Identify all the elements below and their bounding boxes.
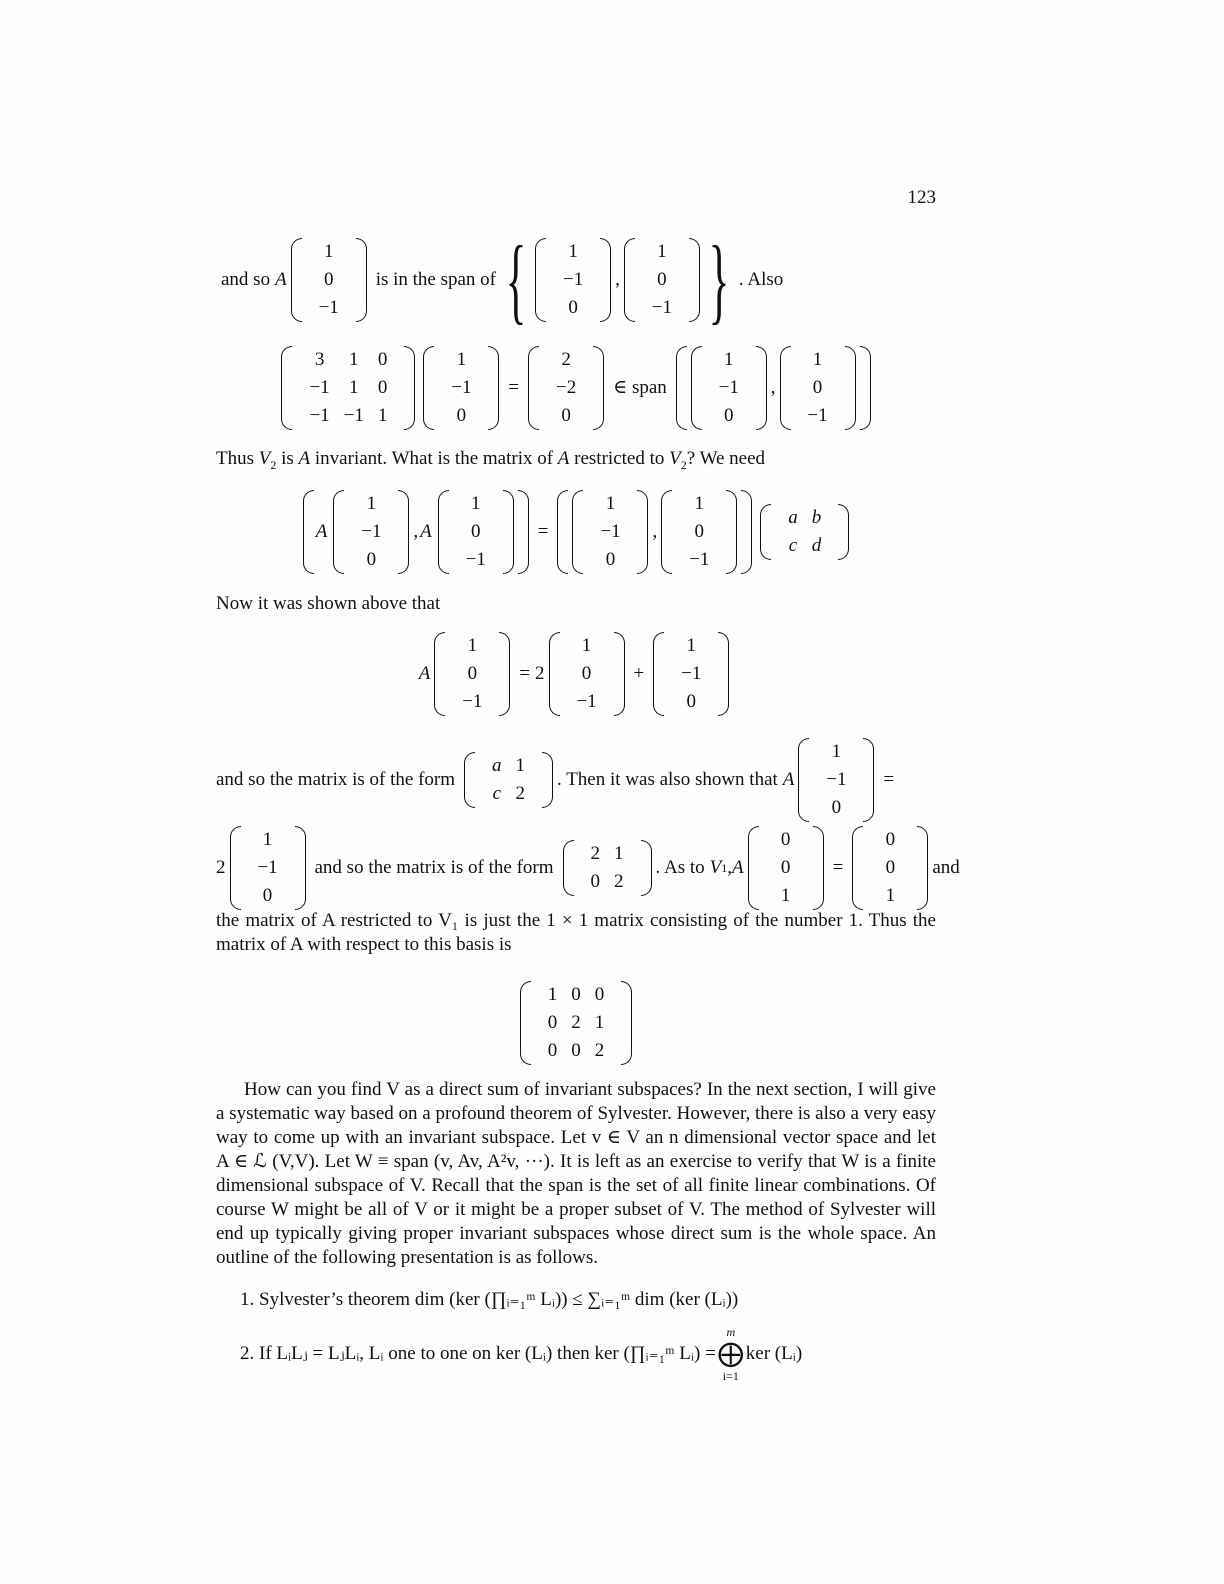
span-statement-line bbox=[216, 226, 936, 333]
plus-sign: + bbox=[633, 663, 645, 684]
matrix-A: 3 1 0 −1 1 0 −1 −1 1 bbox=[281, 346, 415, 430]
column-vector: 1 −1 0 bbox=[798, 738, 874, 822]
right-brace: } bbox=[708, 226, 730, 333]
vector-v3: 1 −1 0 bbox=[653, 632, 729, 716]
span-group: 1 −1 0 , 1 0 −1 bbox=[676, 346, 871, 430]
vector-result: 2 −2 0 bbox=[528, 346, 604, 430]
comma: , bbox=[615, 269, 620, 290]
equals-sign: = bbox=[883, 769, 895, 790]
basis-vector-1: 1 −1 0 bbox=[572, 490, 648, 574]
equals-sign: = bbox=[832, 857, 844, 878]
vector-v2: 1 0 −1 bbox=[549, 632, 625, 716]
matrix-form-line-2: 2 1 −1 0 and so the matrix is of the form 2 1 0 2 . As to V 1 , A 0 0 1 = 0 0 1 and bbox=[216, 820, 936, 916]
column-vector: 1 −1 0 bbox=[230, 826, 306, 910]
text-and-so: and so bbox=[221, 269, 271, 290]
symbol-A: A bbox=[275, 269, 287, 290]
left-brace: { bbox=[505, 226, 527, 333]
basis-group: 1 −1 0 , 1 0 −1 bbox=[557, 490, 752, 574]
sylvester-intro-paragraph: How can you find V as a direct sum of invariant subspaces? In the next section, I will give a systematic way based on a profound theorem of Sylvester. However, there is also a very easy way to come up with an invariant subspace. Let v ∈ V an n dimensional vector space and let A ∈ ℒ (V,V). Let W ≡ span (v, Av, A²v, ···). It is left as an exercise to verify that W is a finite dimensional subspace of V. Recall that the span is the set of all finite linear combinations. Of course W might be all of V or it might be a proper subset of V. The method of Sylvester will end up typically giving proper invariant subspaces whose direct sum is the whole space. An outline of the following presentation is as follows. bbox=[216, 1079, 936, 1268]
span-vector-2: 1 0 −1 bbox=[624, 238, 700, 322]
final-matrix-display bbox=[216, 975, 936, 1071]
form-matrix: a 1 c 2 bbox=[464, 752, 553, 808]
equation-A-v: A 1 0 −1 = 2 1 0 −1 + 1 −1 0 bbox=[216, 626, 936, 722]
abcd-matrix: a b c d bbox=[760, 504, 849, 560]
vector-e3: 0 0 1 bbox=[748, 826, 824, 910]
thus-v2-invariant-line: Thus $V_2$ is A invariant. What is the matrix of A restricted to $V_2$? We need bbox=[216, 448, 766, 472]
text-also: . Also bbox=[738, 269, 784, 290]
span-vector-2: 1 0 −1 bbox=[780, 346, 856, 430]
equation-matrix-product bbox=[216, 340, 936, 436]
left-group: A 1 −1 0 , A 1 0 −1 bbox=[303, 490, 529, 574]
span-vector-1: 1 −1 0 bbox=[535, 238, 611, 322]
basis-vector-2: 1 0 −1 bbox=[661, 490, 737, 574]
form-matrix-2: 2 1 0 2 bbox=[563, 840, 652, 896]
vector-result: 0 0 1 bbox=[852, 826, 928, 910]
page-number: 123 bbox=[907, 187, 936, 208]
vector-2: 1 0 −1 bbox=[438, 490, 514, 574]
span-vector-1: 1 −1 0 bbox=[691, 346, 767, 430]
list-item-2: 2. If LᵢLⱼ = LⱼLᵢ, Lᵢ one to one on ker (Lᵢ) then ker (∏ᵢ₌₁ᵐ Lᵢ) = m ⨁ i=1 ker (Lᵢ) bbox=[240, 1325, 803, 1383]
in-span-text: ∈ span bbox=[613, 377, 667, 398]
vector-v: 1 −1 0 bbox=[423, 346, 499, 430]
matrix-form-line-1: and so the matrix is of the form a 1 c 2 . Then it was also shown that A 1 −1 0 = bbox=[216, 732, 936, 828]
restricted-matrix-paragraph: the matrix of A restricted to V₁ is just the 1 × 1 matrix consisting of the number 1. Thus the matrix of A with respect to this basis is bbox=[216, 910, 936, 955]
now-shown-line: Now it was shown above that bbox=[216, 593, 441, 614]
column-vector: 1 0 −1 bbox=[291, 238, 367, 322]
vector-v: 1 0 −1 bbox=[434, 632, 510, 716]
final-matrix: 1 0 0 0 2 1 0 0 2 bbox=[520, 981, 633, 1065]
vector-1: 1 −1 0 bbox=[333, 490, 409, 574]
direct-sum-operator: m ⨁ i=1 bbox=[717, 1325, 744, 1383]
equals-sign: = bbox=[508, 377, 520, 398]
equals-sign: = bbox=[519, 663, 531, 684]
equals-sign: = bbox=[537, 521, 549, 542]
equation-change-of-basis bbox=[216, 484, 936, 580]
text-in-span: is in the span of bbox=[375, 269, 497, 290]
list-item-1: 1. Sylvester’s theorem dim (ker (∏ᵢ₌₁ᵐ Lᵢ)) ≤ ∑ᵢ₌₁ᵐ dim (ker (Lᵢ)) bbox=[240, 1289, 739, 1310]
